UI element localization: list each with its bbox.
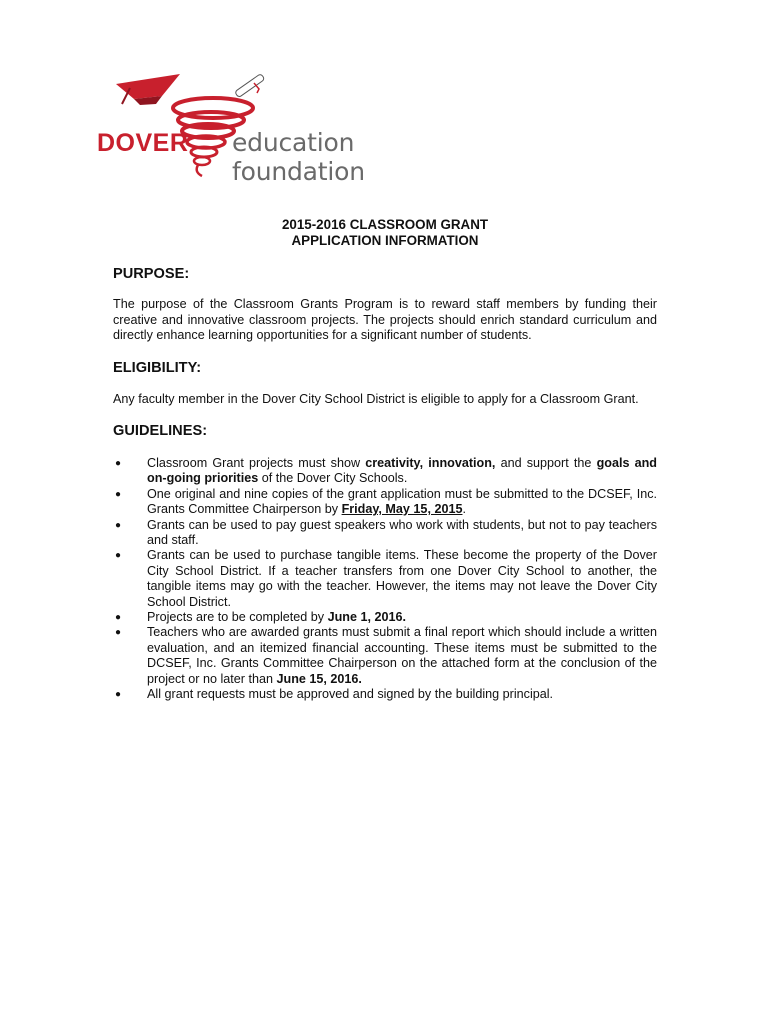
item-bold: goals and on-going priorities xyxy=(147,456,657,486)
item-text: One original and nine copies of the grant application must be submitted to the DCSEF, Inc. Grants Committee Chairperson by xyxy=(147,486,657,517)
guidelines-list xyxy=(113,456,657,703)
list-item xyxy=(113,687,657,702)
eligibility-heading: ELIGIBILITY: xyxy=(113,360,202,376)
logo-dover-text: DOVER xyxy=(97,129,189,157)
purpose-text: The purpose of the Classroom Grants Program is to reward staff members by funding their creative and innovative classroom projects. The projects should enrich standard curriculum and directly enhance learning opportunities for a significant number of students. xyxy=(113,297,657,343)
list-item xyxy=(113,625,657,687)
list-item xyxy=(113,518,657,549)
item-bold: creativity, innovation, xyxy=(365,456,496,470)
item-text: . xyxy=(462,502,466,517)
item-text: and support the xyxy=(495,456,597,470)
bullet-icon: ● xyxy=(115,458,122,469)
bullet-icon: ● xyxy=(115,488,122,500)
list-item xyxy=(113,548,657,610)
item-text: All grant requests must be approved and signed by the building principal. xyxy=(147,687,554,702)
item-text: Teachers who are awarded grants must submit a final report which should include a written evaluation, and an itemized financial accounting. These items must be submitted to the DCSEF, Inc. Grants Committee Chairperson on the attached form at the conclusion of the project or no later than xyxy=(147,625,657,686)
list-item xyxy=(113,610,657,625)
bullet-icon: ● xyxy=(115,627,122,639)
eligibility-text: Any faculty member in the Dover City School District is eligible to apply for a Classroom Grant. xyxy=(113,392,639,406)
item-text: of the Dover City Schools. xyxy=(258,471,408,486)
document-title xyxy=(0,217,770,249)
list-item xyxy=(113,456,657,487)
bullet-icon: ● xyxy=(115,519,122,531)
item-text: Projects are to be completed by xyxy=(147,610,328,625)
title-line-2: APPLICATION INFORMATION xyxy=(291,233,479,248)
bullet-icon: ● xyxy=(115,689,122,701)
guidelines-heading: GUIDELINES: xyxy=(113,423,208,439)
dover-education-foundation-logo xyxy=(94,68,464,186)
list-item xyxy=(113,487,657,518)
bullet-icon: ● xyxy=(115,612,122,624)
item-bold: June 1, 2016. xyxy=(327,610,407,625)
title-line-1: 2015-2016 CLASSROOM GRANT xyxy=(281,217,489,232)
item-text: Grants can be used to purchase tangible items. These become the property of the Dover City School District. If a teacher transfers from one Dover City School to another, the tangible items may go with the teacher. However, the items may not leave the Dover City School District. xyxy=(147,548,657,609)
bullet-icon: ● xyxy=(115,550,122,562)
item-bold: June 15, 2016. xyxy=(276,671,362,686)
item-text: Classroom Grant projects must show xyxy=(147,456,366,470)
purpose-heading: PURPOSE: xyxy=(113,266,190,282)
item-deadline: Friday, May 15, 2015 xyxy=(341,502,463,517)
logo-tagline: education foundation xyxy=(232,128,365,186)
item-text: Grants can be used to pay guest speakers who work with students, but not to pay teachers and staff. xyxy=(147,517,657,548)
